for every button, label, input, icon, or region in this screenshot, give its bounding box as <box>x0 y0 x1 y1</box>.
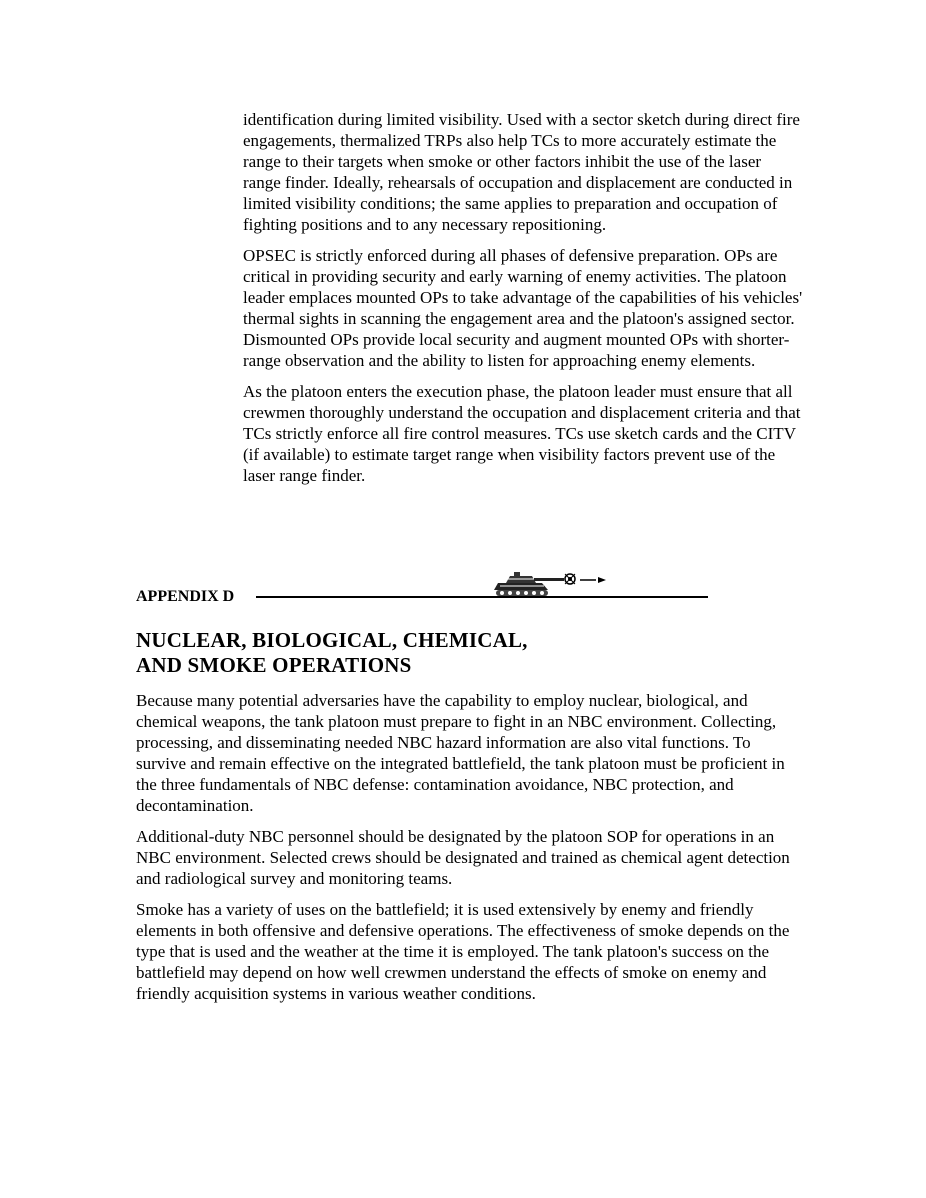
paragraph-nbc-environment: Because many potential adversaries have the capability to employ nuclear, biological, and chemical weapons, the tank platoon must prepare to fight in an NBC environment. Collecting, processing, and disseminating needed NBC hazard information are also vital functions. To survive and remain effective on the integrated battlefield, the tank platoon must be proficient in the three fundamentals of NBC defense: contamination avoidance, NBC protection, and decontamination. <box>136 691 785 815</box>
paragraph-nbc-personnel: Additional-duty NBC personnel should be designated by the platoon SOP for operations in an NBC environment. Selected crews should be designated and trained as chemical agent detection and radiological survey and monitoring teams. <box>136 827 790 888</box>
section-title-line-1: NUCLEAR, BIOLOGICAL, CHEMICAL, <box>136 628 528 652</box>
appendix-d-section <box>136 628 796 1014</box>
paragraph-smoke: Smoke has a variety of uses on the battlefield; it is used extensively by enemy and friendly elements in both offensive and defensive operations. The effectiveness of smoke depends on the type that is used and the weather at the time it is employed. The tank platoon's success on the battlefield may depend on how well crewmen understand the effects of smoke on enemy and friendly acquisition systems in various weather conditions. <box>136 900 790 1003</box>
appendix-rule <box>256 596 708 599</box>
appendix-label: APPENDIX D <box>136 588 235 605</box>
paragraph-opsec: OPSEC is strictly enforced during all phases of defensive preparation. OPs are critical in providing security and early warning of enemy activities. The platoon leader emplaces mounted OPs to take advantage of the capabilities of his vehicles' thermal sights in scanning the engagement area and the platoon's assigned sector. Dismounted OPs provide local security and augment mounted OPs with shorter-range observation and the ability to listen for approaching enemy elements. <box>243 246 803 370</box>
section-title-line-2: AND SMOKE OPERATIONS <box>136 653 412 677</box>
tank-firing-icon <box>492 566 612 600</box>
section-title <box>136 628 796 678</box>
paragraph-limited-visibility: identification during limited visibility. Used with a sector sketch during direct fire engagements, thermalized TRPs also help TCs to more accurately estimate the range to their targets when smoke or other factors inhibit the use of the laser range finder. Ideally, rehearsals of occupation and displacement are conducted in limited visibility conditions; the same applies to preparation and occupation of fighting positions and to any necessary repositioning. <box>243 110 800 234</box>
appendix-header <box>136 566 626 606</box>
paragraph-execution-phase: As the platoon enters the execution phase, the platoon leader must ensure that all crewmen thoroughly understand the occupation and displacement criteria and that TCs strictly enforce all fire control measures. TCs use sketch cards and the CITV (if available) to estimate target range when visibility factors prevent use of the laser range finder. <box>243 382 801 485</box>
continuation-text <box>243 109 803 496</box>
